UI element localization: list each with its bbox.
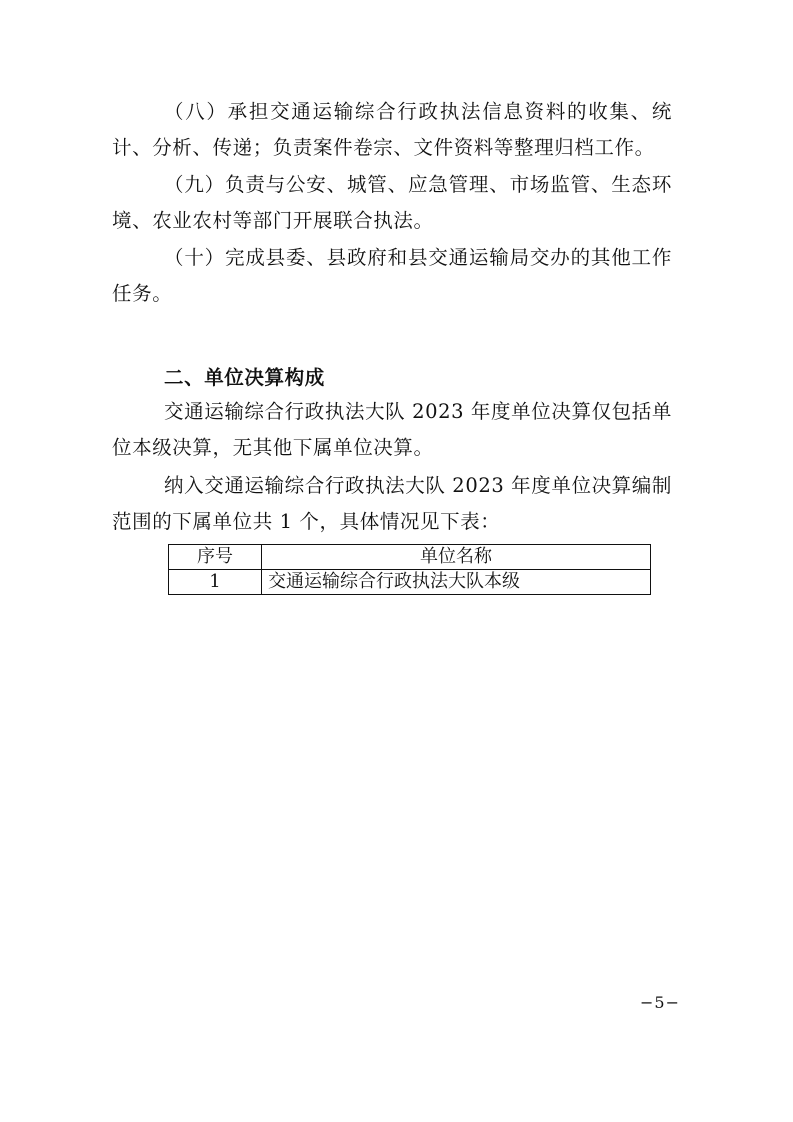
section-paragraph-scope: 交通运输综合行政执法大队 2023 年度单位决算仅包括单位本级决算，无其他下属单位决算。 [112,400,672,459]
paragraph-item-10: （十）完成县委、县政府和县交通运输局交办的其他工作任务。 [112,246,672,305]
table-cell-serial: 1 [169,570,262,595]
section-paragraph-count: 纳入交通运输综合行政执法大队 2023 年度单位决算编制范围的下属单位共 1 个，具体情况见下表： [112,474,672,533]
table-cell-unit-name: 交通运输综合行政执法大队本级 [262,570,651,595]
table-row [169,570,651,595]
units-table [168,544,651,595]
table-header-unit-name: 单位名称 [262,545,651,570]
paragraph-item-9: （九）负责与公安、城管、应急管理、市场监管、生态环境、农业农村等部门开展联合执法。 [112,173,672,232]
section-heading: 二、单位决算构成 [164,366,325,389]
table-header-serial: 序号 [169,545,262,570]
paragraph-item-8: （八）承担交通运输综合行政执法信息资料的收集、统计、分析、传递；负责案件卷宗、文件资料等整理归档工作。 [112,100,672,159]
table-header-row [169,545,651,570]
page-number: −5− [640,993,680,1012]
